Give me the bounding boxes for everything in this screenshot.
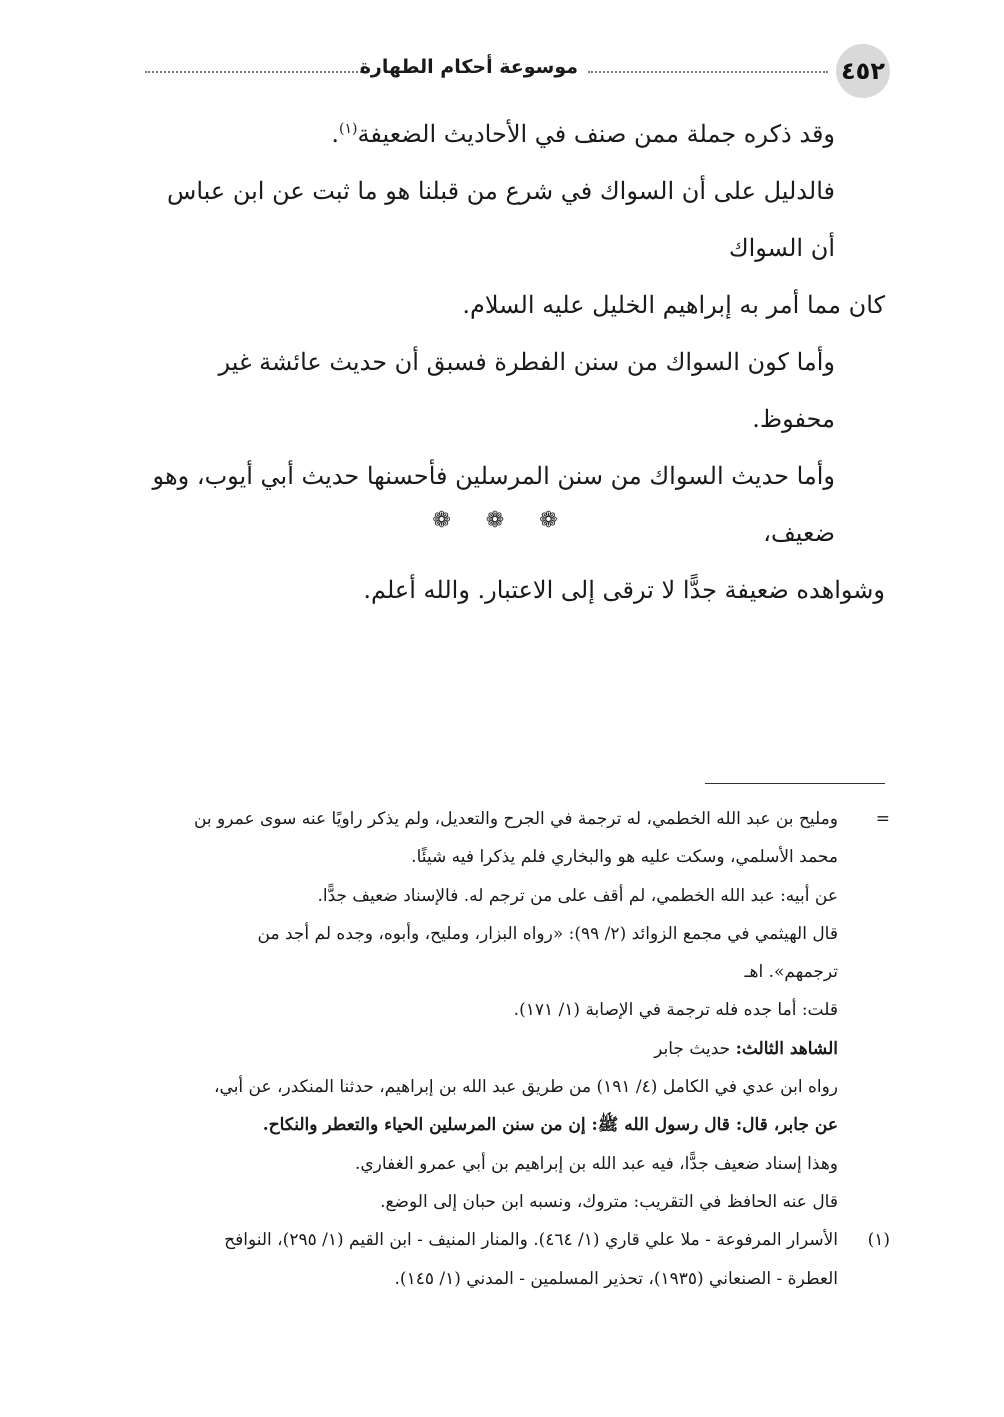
footnote-text: قال الهيثمي في مجمع الزوائد (٢/ ٩٩): «رواه البزار، ومليح، وأبوه، وجده لم أجد من: [257, 923, 838, 944]
footnote-text: الأسرار المرفوعة - ملا علي قاري (١/ ٤٦٤). والمنار المنيف - ابن القيم (١/ ٢٩٥)، النوافح: [224, 1230, 838, 1251]
footnote-text: ومليح بن عبد الله الخطمي، له ترجمة في الجرح والتعديل، ولم يذكر راويًا عنه سوى عمرو بن: [193, 809, 838, 829]
header-leader-dots-left: [145, 71, 369, 73]
footnote-1-line-1: [140, 1221, 890, 1259]
paragraph-2-line-2: كان مما أمر به إبراهيم الخليل عليه السلام.: [462, 291, 885, 319]
paragraph-1-end: .: [331, 120, 340, 148]
paragraph-2-line-1: فالدليل على أن السواك في شرع من قبلنا هو ما ثبت عن ابن عباس أن السواك: [167, 177, 835, 262]
section-divider-ornament-icon: ❁ ❁ ❁: [432, 508, 572, 533]
footnote-text: حديث جابر: [654, 1038, 736, 1059]
witness-heading: الشاهد الثالث:: [735, 1038, 838, 1059]
paragraph-1-text: وقد ذكره جملة ممن صنف في الأحاديث الضعيفة: [357, 120, 835, 148]
footnote-line: [140, 838, 890, 876]
footnote-text: العطرة - الصنعاني (١٩٣٥)، تحذير المسلمين - المدني (١/ ١٤٥).: [394, 1268, 838, 1289]
paragraph-3: وأما كون السواك من سنن الفطرة فسبق أن حديث عائشة غير محفوظ.: [218, 348, 835, 433]
footnote-text: وهذا إسناد ضعيف جدًّا، فيه عبد الله بن إبراهيم بن أبي عمرو الغفاري.: [354, 1153, 838, 1174]
footnote-separator: [705, 783, 885, 784]
footnote-text: محمد الأسلمي، وسكت عليه هو والبخاري فلم يذكرا فيه شيئًا.: [411, 847, 838, 868]
footnote-text: عن أبيه: عبد الله الخطمي، لم أقف على من ترجم له. فالإسناد ضعيف جدًّا.: [317, 885, 838, 906]
footnote-1-line-2: [140, 1260, 890, 1298]
footnote-ref-1[interactable]: (١): [339, 121, 358, 137]
continuation-marker: =: [875, 809, 890, 829]
footnote-line: [140, 1145, 890, 1183]
paragraph-4-line-1: وأما حديث السواك من سنن المرسلين فأحسنها حديث أبي أيوب، وهو ضعيف،: [152, 462, 835, 547]
footnote-text: رواه ابن عدي في الكامل (٤/ ١٩١) من طريق عبد الله بن إبراهيم، حدثنا المنكدر، عن أبي،: [214, 1077, 838, 1098]
footnote-line: [140, 1030, 890, 1068]
main-text: [140, 106, 885, 619]
footnote-line: [140, 1183, 890, 1221]
footnote-text: قلت: أما جده فله ترجمة في الإصابة (١/ ١٧١).: [513, 1000, 838, 1021]
footnote-line: [140, 991, 890, 1029]
book-title: موسوعة أحكام الطهارة: [359, 56, 578, 78]
footnote-line-hadith: [140, 1106, 890, 1144]
footnote-line: [140, 1068, 890, 1106]
header-leader-dots-right: [588, 71, 828, 73]
footnote-line: [140, 877, 890, 915]
page-number-badge: ٤٥٢: [836, 44, 890, 98]
footnote-1-marker: (١): [867, 1230, 890, 1251]
footnotes: [140, 800, 890, 1298]
paragraph-4-line-2: وشواهده ضعيفة جدًّا لا ترقى إلى الاعتبار. والله أعلم.: [363, 576, 885, 604]
footnote-text: ترجمهم». اهـ: [744, 962, 838, 983]
paragraph-1: [140, 106, 885, 163]
running-header: [145, 44, 890, 100]
footnote-line: [140, 953, 890, 991]
footnote-line: [140, 915, 890, 953]
footnote-line: [140, 800, 890, 838]
footnote-text: قال عنه الحافظ في التقريب: متروك، ونسبه ابن حبان إلى الوضع.: [380, 1191, 838, 1212]
hadith-text: عن جابر، قال: قال رسول الله ﷺ: إن من سنن المرسلين الحياء والتعطر والنكاح.: [262, 1115, 838, 1136]
